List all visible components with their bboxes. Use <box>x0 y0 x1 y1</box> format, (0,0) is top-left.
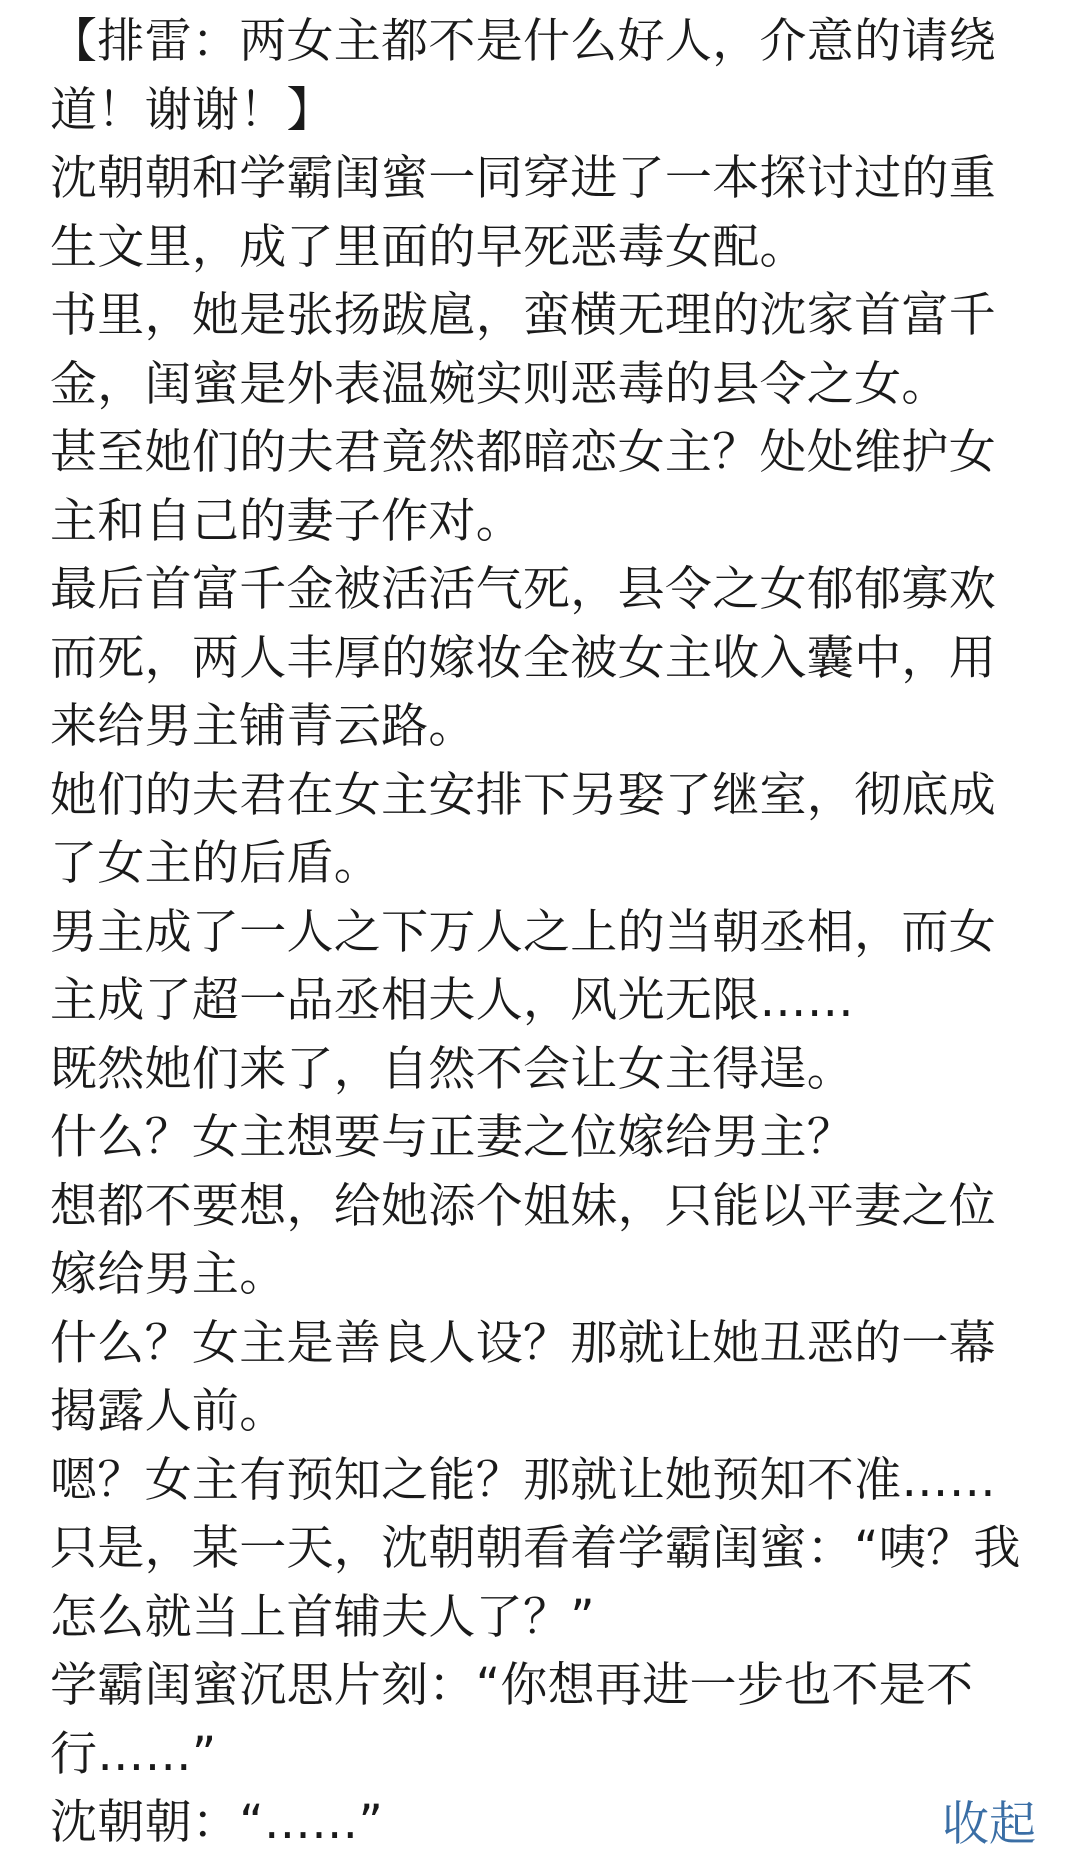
synopsis-paragraph: 沈朝朝和学霸闺蜜一同穿进了一本探讨过的重生文里，成了里面的早死恶毒女配。 <box>50 151 996 275</box>
collapse-button[interactable]: 收起 <box>942 1797 1036 1852</box>
synopsis-paragraph: 沈朝朝：“……” <box>50 1795 384 1850</box>
synopsis-paragraph: 学霸闺蜜沉思片刻：“你想再进一步也不是不行……” <box>50 1658 974 1782</box>
synopsis-paragraph: 嗯？女主有预知之能？那就让她预知不准…… <box>50 1452 996 1508</box>
synopsis-paragraph: 男主成了一人之下万人之上的当朝丞相，而女主成了超一品丞相夫人，风光无限…… <box>50 904 996 1028</box>
synopsis-paragraph: 只是，某一天，沈朝朝看着学霸闺蜜：“咦？我怎么就当上首辅夫人了？” <box>50 1521 1021 1645</box>
synopsis-paragraph: 既然她们来了，自然不会让女主得逞。 <box>50 1041 855 1097</box>
synopsis-paragraph: 想都不要想，给她添个姐妹，只能以平妻之位嫁给男主。 <box>50 1178 996 1302</box>
synopsis-paragraph: 【排雷：两女主都不是什么好人，介意的请绕道！谢谢！】 <box>50 14 996 138</box>
synopsis-paragraph: 书里，她是张扬跋扈，蛮横无理的沈家首富千金，闺蜜是外表温婉实则恶毒的县令之女。 <box>50 288 996 412</box>
book-synopsis <box>50 8 1035 1858</box>
synopsis-paragraph: 什么？女主想要与正妻之位嫁给男主？ <box>50 1110 855 1165</box>
synopsis-paragraph: 她们的夫君在女主安排下另娶了继室，彻底成了女主的后盾。 <box>50 767 996 891</box>
synopsis-paragraph: 甚至她们的夫君竟然都暗恋女主？处处维护女主和自己的妻子作对。 <box>50 425 996 549</box>
synopsis-paragraph: 什么？女主是善良人设？那就让她丑恶的一幕揭露人前。 <box>50 1315 996 1439</box>
synopsis-paragraph: 最后首富千金被活活气死，县令之女郁郁寡欢而死，两人丰厚的嫁妆全被女主收入囊中，用来给男主铺青云路。 <box>50 562 996 754</box>
